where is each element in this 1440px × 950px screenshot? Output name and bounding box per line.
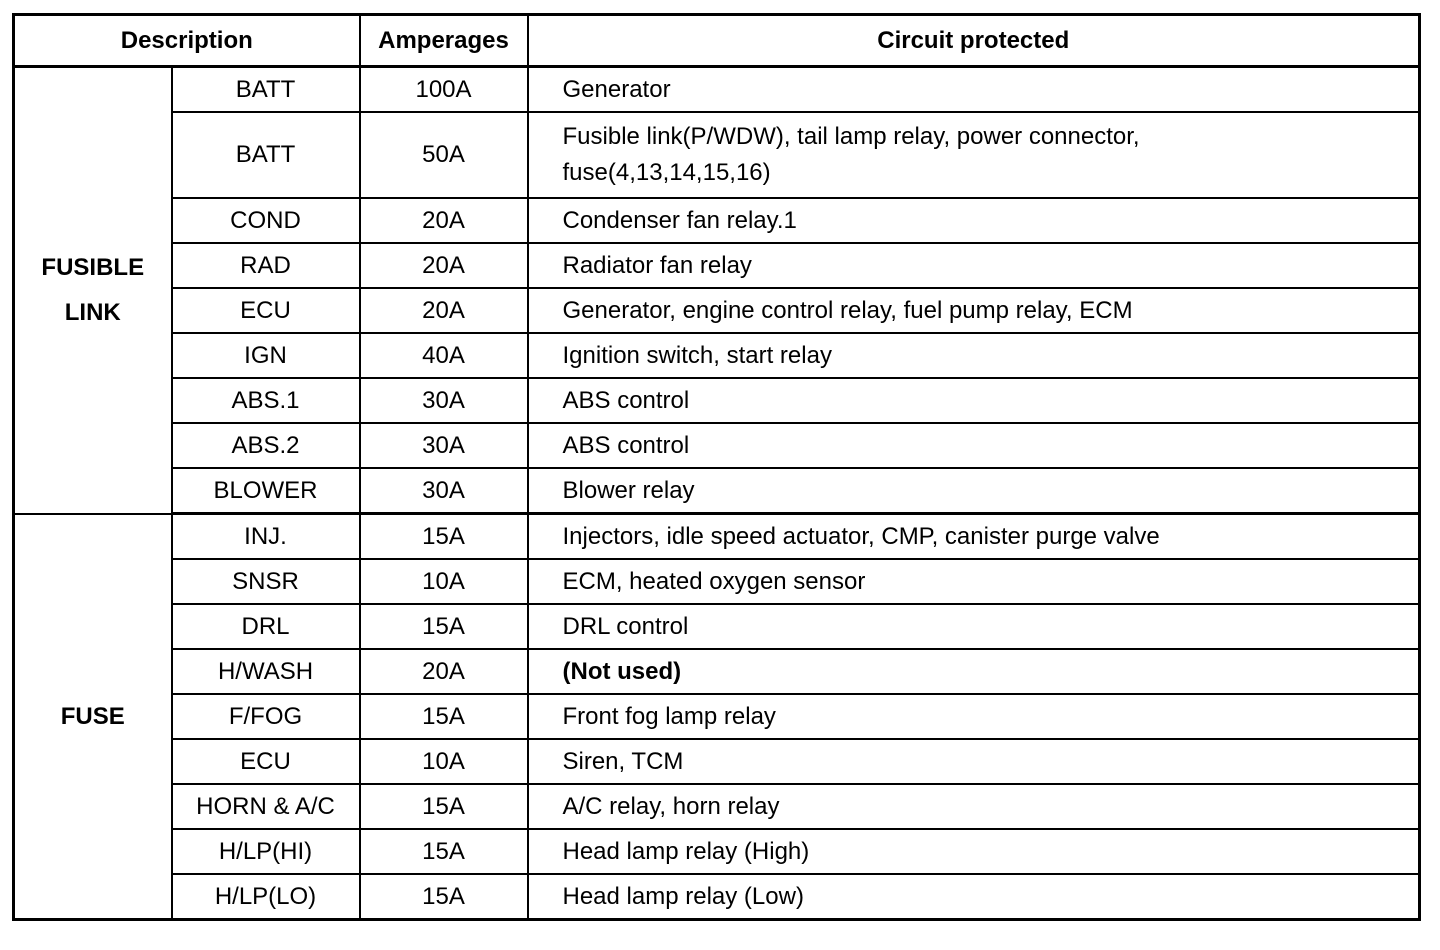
table-row	[14, 112, 1420, 198]
fuse-name: IGN	[172, 333, 360, 378]
circuit-protected: A/C relay, horn relay	[528, 784, 1420, 829]
table-row	[14, 784, 1420, 829]
table-row	[14, 739, 1420, 784]
circuit-protected: DRL control	[528, 604, 1420, 649]
group-label-line1: FUSE	[60, 702, 125, 730]
fuse-name: BATT	[172, 112, 360, 198]
group-label-line1: FUSIBLE	[41, 254, 145, 282]
circuit-protected: (Not used)	[528, 649, 1420, 694]
table-row	[14, 198, 1420, 243]
fuse-amperage: 20A	[360, 649, 528, 694]
circuit-protected: ABS control	[528, 423, 1420, 468]
circuit-protected: Head lamp relay (High)	[528, 829, 1420, 874]
fuse-amperage: 50A	[360, 112, 528, 198]
fuse-amperage: 30A	[360, 423, 528, 468]
fuse-name: SNSR	[172, 559, 360, 604]
table-row	[14, 604, 1420, 649]
circuit-protected: Front fog lamp relay	[528, 694, 1420, 739]
fuse-name: ECU	[172, 288, 360, 333]
fuse-name: HORN & A/C	[172, 784, 360, 829]
header-description: Description	[14, 15, 360, 67]
fuse-amperage: 20A	[360, 198, 528, 243]
fuse-amperage: 15A	[360, 514, 528, 560]
table-row	[14, 874, 1420, 920]
header-circuit: Circuit protected	[528, 15, 1420, 67]
header-row	[14, 15, 1420, 67]
fuse-name: RAD	[172, 243, 360, 288]
fuse-name: ABS.2	[172, 423, 360, 468]
fuse-amperage: 15A	[360, 784, 528, 829]
circuit-protected: Ignition switch, start relay	[528, 333, 1420, 378]
fuse-amperage: 40A	[360, 333, 528, 378]
circuit-protected: ABS control	[528, 378, 1420, 423]
circuit-protected: Head lamp relay (Low)	[528, 874, 1420, 920]
group-label-fusible-link	[14, 67, 172, 514]
circuit-protected: Condenser fan relay.1	[528, 198, 1420, 243]
fuse-name: INJ.	[172, 514, 360, 560]
table-row	[14, 423, 1420, 468]
fuse-amperage: 10A	[360, 559, 528, 604]
circuit-protected: Blower relay	[528, 468, 1420, 514]
fuse-amperage: 20A	[360, 288, 528, 333]
circuit-protected: Siren, TCM	[528, 739, 1420, 784]
header-amperages: Amperages	[360, 15, 528, 67]
fuse-amperage: 30A	[360, 468, 528, 514]
table-row	[14, 67, 1420, 113]
fuse-amperage: 20A	[360, 243, 528, 288]
circuit-protected: Injectors, idle speed actuator, CMP, canister purge valve	[528, 514, 1420, 560]
circuit-protected: Generator, engine control relay, fuel pump relay, ECM	[528, 288, 1420, 333]
table-row	[14, 333, 1420, 378]
circuit-protected: Generator	[528, 67, 1420, 113]
fuse-amperage: 15A	[360, 694, 528, 739]
fuse-name: BATT	[172, 67, 360, 113]
fuse-name: ABS.1	[172, 378, 360, 423]
fuse-amperage: 100A	[360, 67, 528, 113]
fuse-amperage: 15A	[360, 874, 528, 920]
table-row	[14, 468, 1420, 514]
table-row	[14, 514, 1420, 560]
circuit-protected: Fusible link(P/WDW), tail lamp relay, power connector, fuse(4,13,14,15,16)	[528, 112, 1420, 198]
fuse-name: H/LP(LO)	[172, 874, 360, 920]
table-row	[14, 378, 1420, 423]
table-row	[14, 694, 1420, 739]
fuse-name: F/FOG	[172, 694, 360, 739]
fuse-name: DRL	[172, 604, 360, 649]
group-label-line2: LINK	[64, 299, 121, 327]
fuse-amperage: 10A	[360, 739, 528, 784]
group-label-fuse	[14, 514, 172, 920]
fuse-name: COND	[172, 198, 360, 243]
fuse-name: H/LP(HI)	[172, 829, 360, 874]
fuse-table	[12, 13, 1421, 921]
circuit-protected: Radiator fan relay	[528, 243, 1420, 288]
table-row	[14, 559, 1420, 604]
fuse-amperage: 15A	[360, 829, 528, 874]
fuse-amperage: 30A	[360, 378, 528, 423]
fuse-name: BLOWER	[172, 468, 360, 514]
table-row	[14, 649, 1420, 694]
fuse-amperage: 15A	[360, 604, 528, 649]
fuse-name: H/WASH	[172, 649, 360, 694]
table-row	[14, 829, 1420, 874]
table-row	[14, 243, 1420, 288]
fuse-name: ECU	[172, 739, 360, 784]
table-row	[14, 288, 1420, 333]
circuit-protected: ECM, heated oxygen sensor	[528, 559, 1420, 604]
